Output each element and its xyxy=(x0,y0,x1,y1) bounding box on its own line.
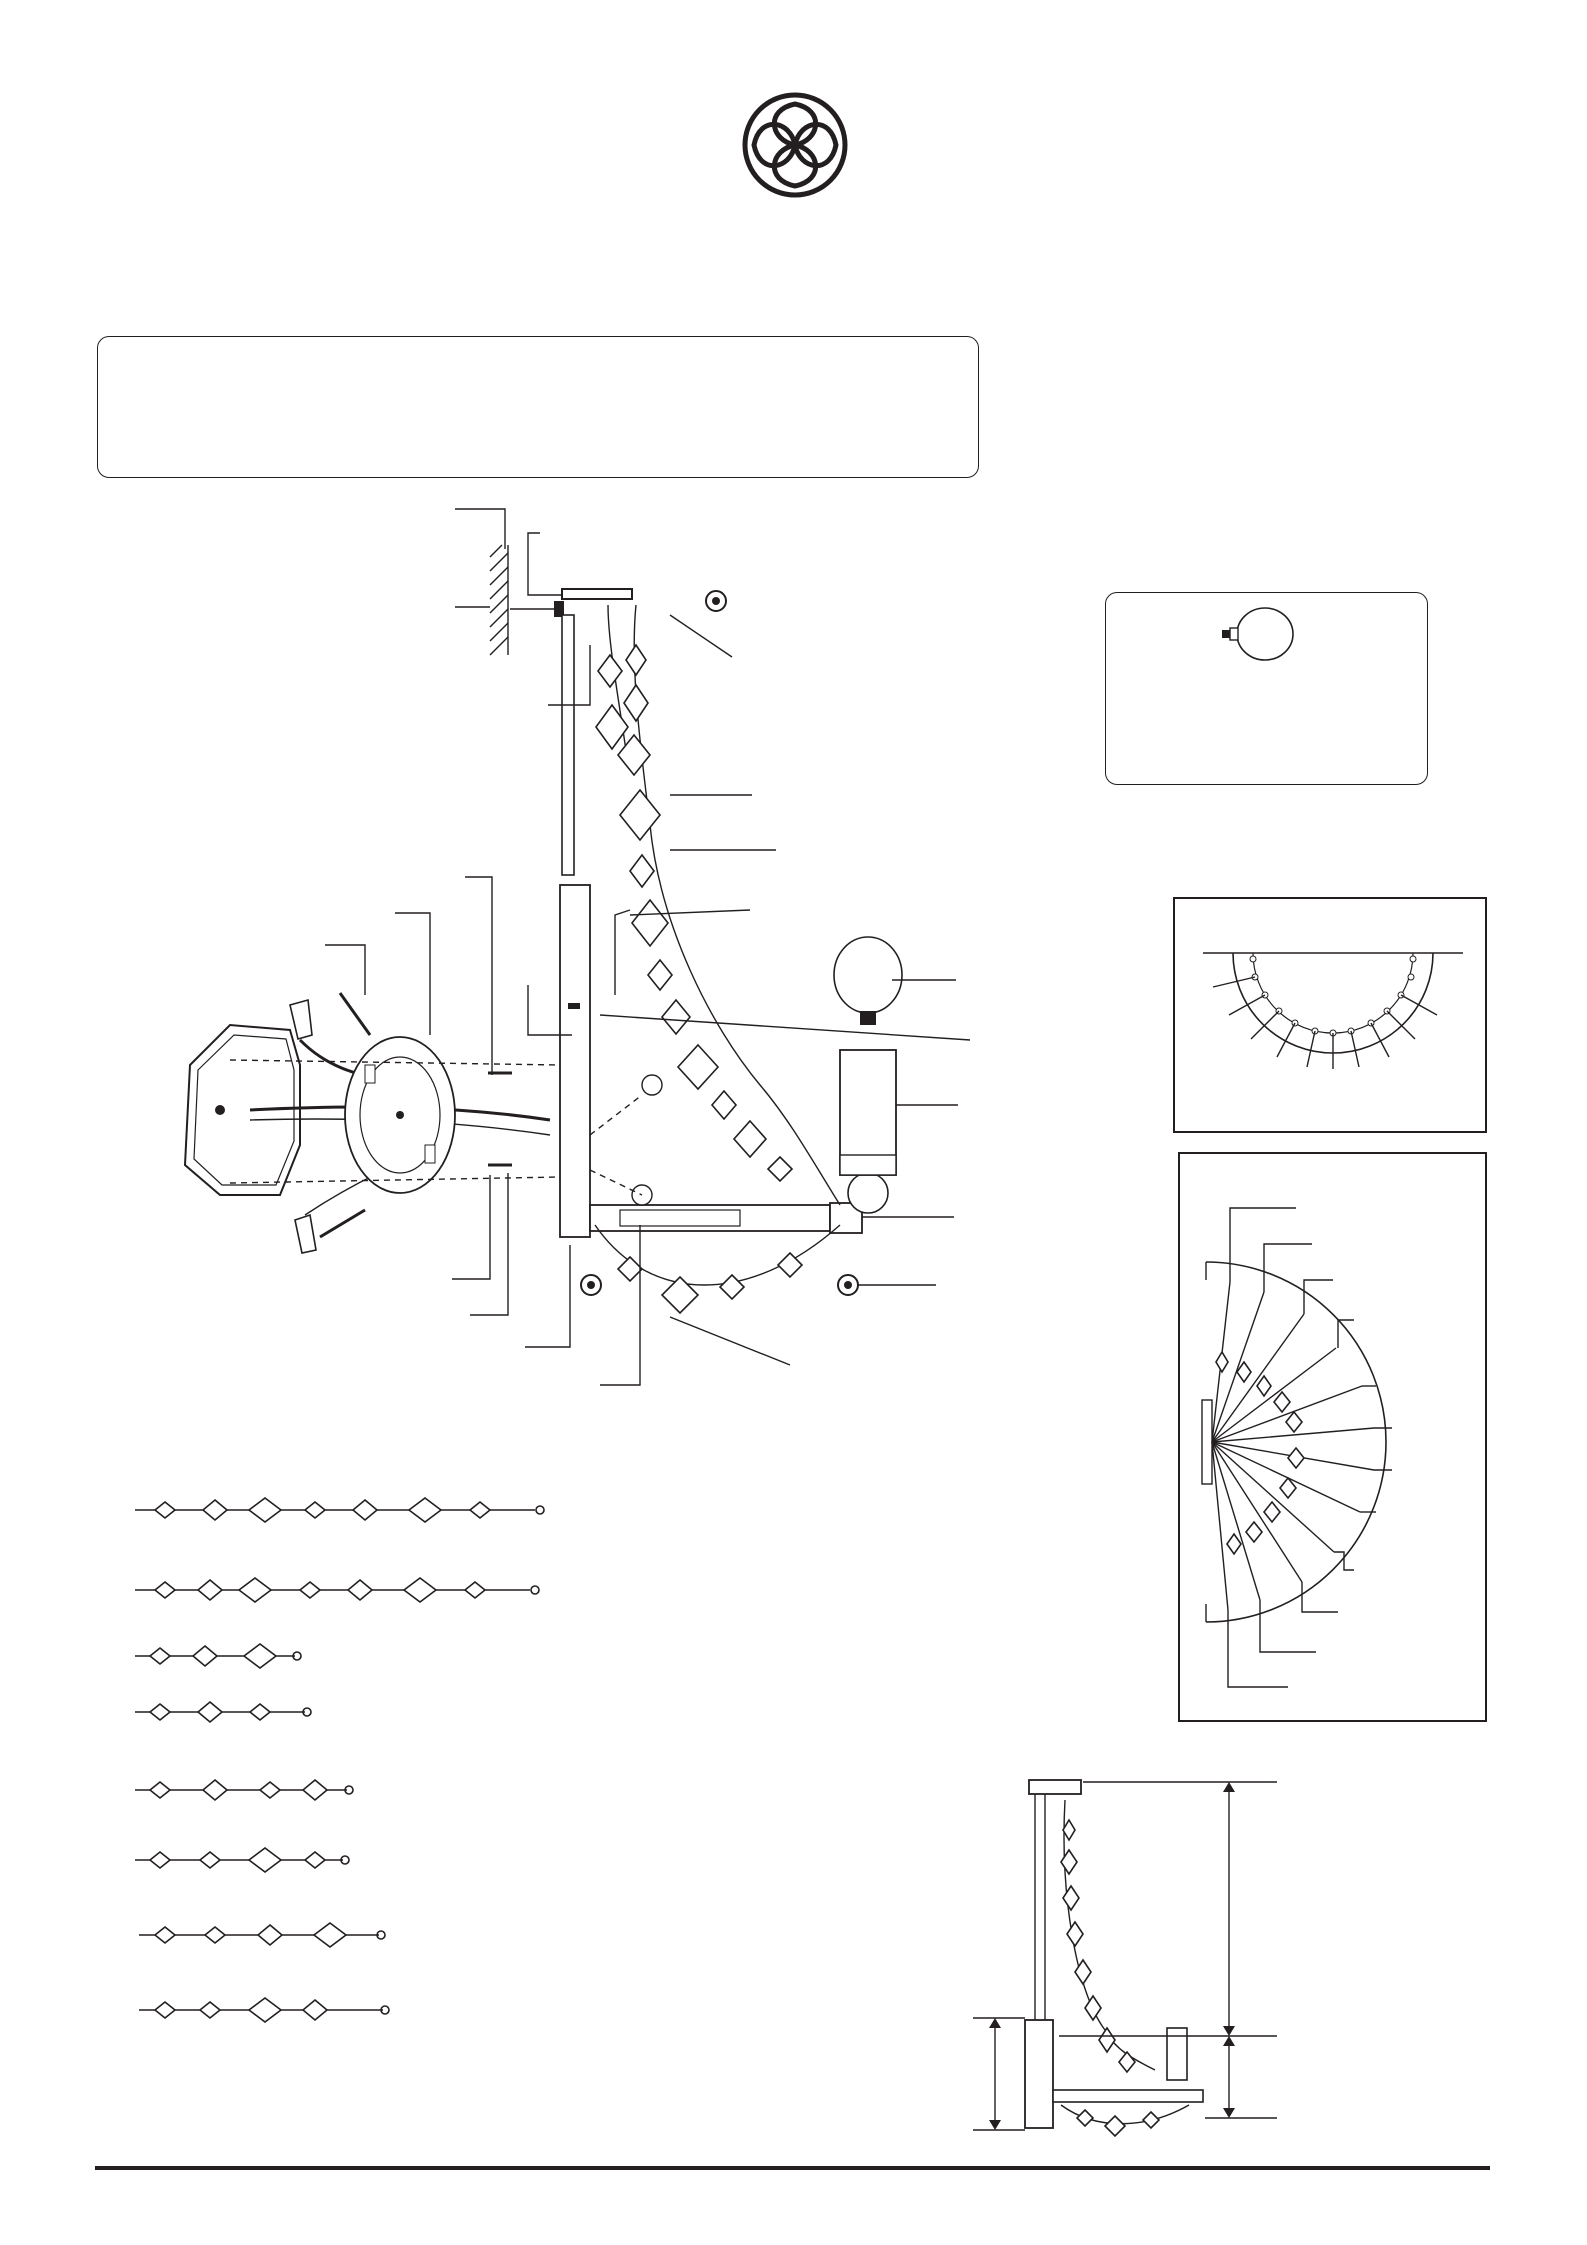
strand-7 xyxy=(139,1923,385,1947)
strand-2 xyxy=(135,1578,539,1602)
light-bulb-icon xyxy=(1218,604,1298,664)
strand-list xyxy=(125,1480,585,2020)
brand-logo xyxy=(740,90,850,200)
quatrefoil-logo-icon xyxy=(745,95,845,195)
spread-view-diagram xyxy=(1178,1152,1487,1722)
strand-6 xyxy=(135,1848,349,1872)
spread-strands xyxy=(1212,1282,1374,1610)
strand-4 xyxy=(135,1702,311,1722)
strand-5 xyxy=(135,1780,353,1800)
top-view-diagram xyxy=(1173,897,1487,1133)
strand-8 xyxy=(139,1998,389,2022)
ceiling-wall-hatch xyxy=(490,545,508,655)
dimension-view xyxy=(965,1770,1285,2140)
strand-1 xyxy=(135,1498,544,1522)
assembly-diagram xyxy=(150,505,1010,1405)
strand-3 xyxy=(135,1644,301,1668)
notice-box xyxy=(97,336,979,478)
mounting-plate xyxy=(345,1037,455,1193)
footer-rule xyxy=(95,2166,1490,2170)
